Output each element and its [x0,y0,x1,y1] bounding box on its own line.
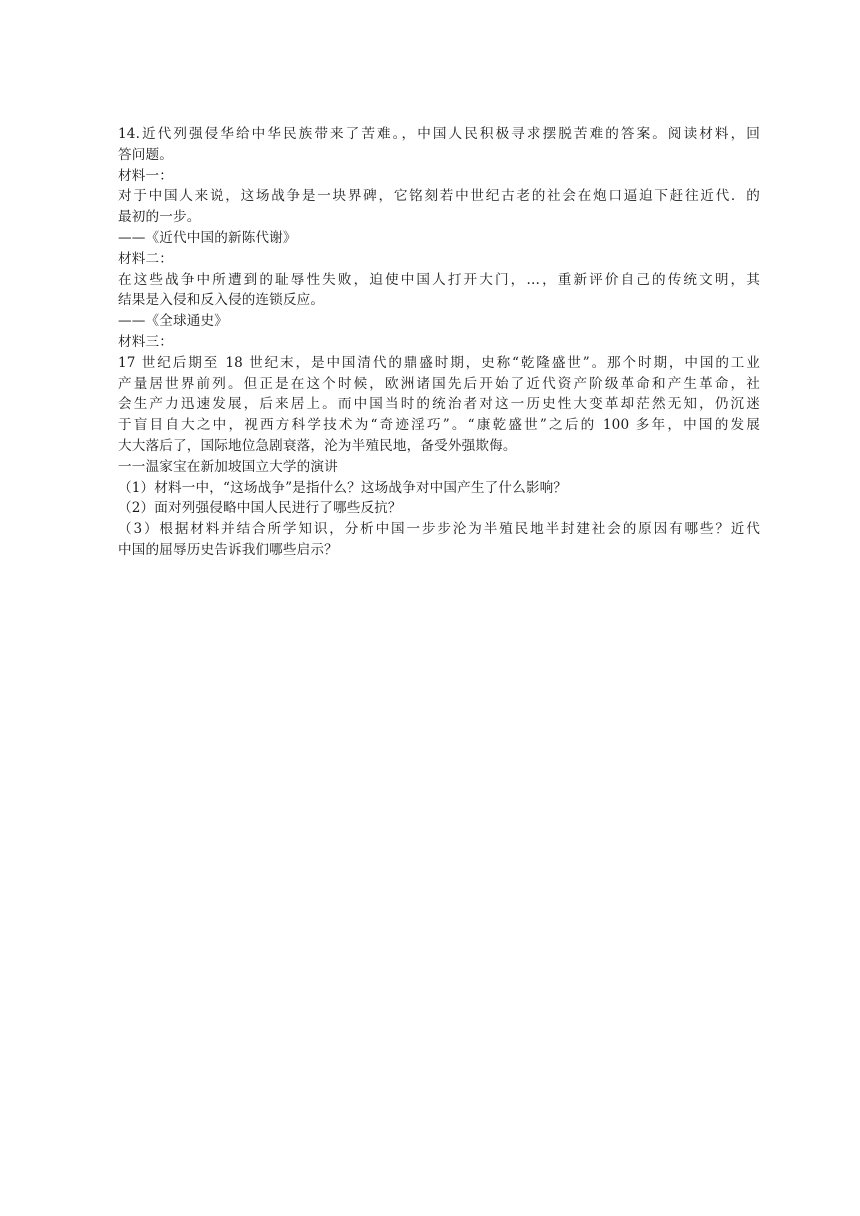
question-intro-line-1: 14.近代列强侵华给中华民族带来了苦难。，中国人民积极寻求摆脱苦难的答案。阅读材料，回 [118,126,760,142]
material-1-line-1: 对于中国人来说，这场战争是一块界碑，它铭刻若中世纪古老的社会在炮口逼迫下赶往近代．的 [118,188,760,205]
material-1-source: ——《近代中国的新陈代谢》 [118,229,297,246]
material-3-source: 一一温家宝在新加坡国立大学的演讲 [118,458,338,475]
material-2-source: ——《全球通史》 [118,313,228,330]
material-3-line-3: 会生产力迅速发展，后来居上。而中国当时的统治者对这一历史性大变革却茫然无知，仍沉迷 [118,396,760,413]
material-2-line-1: 在这些战争中所遭到的耻辱性失败，迫使中国人打开大门，…，重新评价自己的传统文明，其 [118,271,760,288]
sub-question-1: （1）材料一中，“这场战争”是指什么？这场战争对中国产生了什么影响？ [118,479,568,496]
material-3-heading: 材料三： [118,333,173,350]
material-3-line-1: 17 世纪后期至 18 世纪末，是中国清代的鼎盛时期，史称“乾隆盛世”。那个时期，中国的工业 [118,354,760,371]
material-3-line-4: 于盲目自大之中，视西方科学技术为“奇迹淫巧”。“康乾盛世”之后的 100 多年，中国的发展 [118,417,760,434]
material-2-line-2: 结果是入侵和反入侵的连锁反应。 [118,292,325,309]
sub-question-3-line-2: 中国的屈辱历史告诉我们哪些启示？ [118,541,338,558]
material-1-line-2: 最初的一步。 [118,209,201,226]
material-1-heading: 材料一： [118,167,173,184]
material-3-line-5: 大大落后了，国际地位急剧衰落，沦为半殖民地，备受外强欺侮。 [118,437,517,454]
sub-question-3-line-1: （3）根据材料并结合所学知识，分析中国一步步沦为半殖民地半封建社会的原因有哪些？近代 [118,521,760,538]
question-intro-line-2: 答问题。 [118,146,173,163]
material-3-line-2: 产量居世界前列。但正是在这个时候，欧洲诸国先后开始了近代资产阶级革命和产生革命，社 [118,375,760,392]
question-14 [118,124,760,561]
sub-question-2: （2）面对列强侵略中国人民进行了哪些反抗？ [118,500,402,517]
material-2-heading: 材料二： [118,250,173,267]
